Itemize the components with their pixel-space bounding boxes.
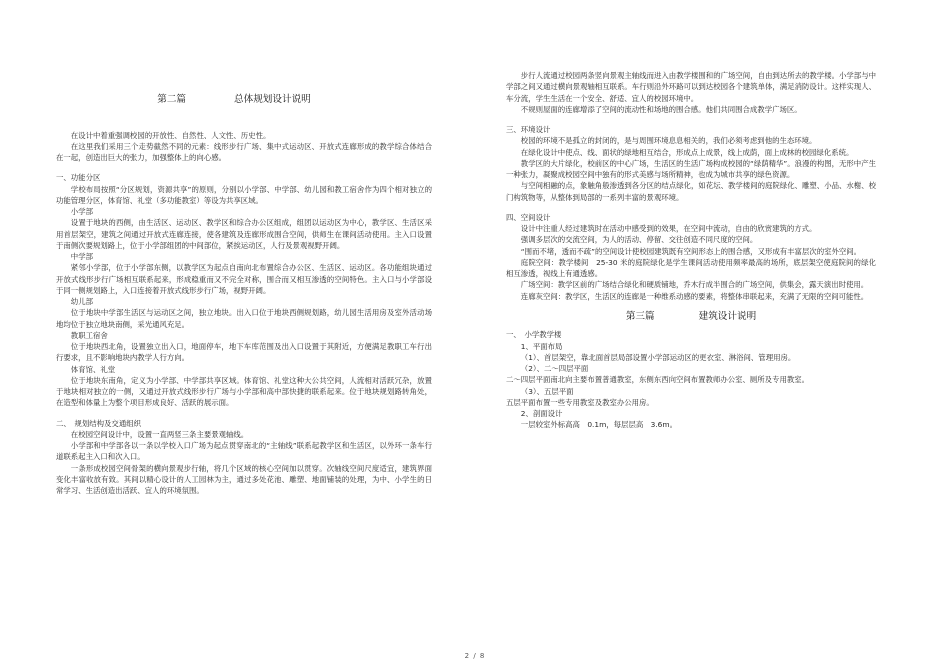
subheading-staff-dorm: 教职工宿舍 <box>70 330 108 340</box>
subheading-primary: 小学部 <box>70 207 93 217</box>
subheading-gym: 体育馆、礼堂 <box>70 364 116 374</box>
part2-title <box>56 93 432 108</box>
part3-number: 第三篇 <box>625 310 655 322</box>
right-column <box>506 0 876 431</box>
building-heading-primary: 一、 小学教学楼 <box>506 330 562 340</box>
part2-number: 第二篇 <box>157 94 187 105</box>
section-heading-structure: 二、 规划结构及交通组织 <box>56 418 141 428</box>
list-item: 二～四层平面南北向主要布置普通教室，东侧东西向空间布置教师办公室、厕所及专用教室。 <box>506 375 810 385</box>
intro-paragraph: 在这里我们采用三个走势截然不同的元素：线形步行广场、集中式运动区、开放式连廊形成的教学综合体结合在一起，创造出巨大的张力，加强整体上的向心感。 <box>56 141 432 163</box>
section-paragraph: “围而不堵，透而不疏”的空间设计使校园建筑既有空间形态上的围合感，又形成有丰富层次的室外空间。 <box>520 246 862 256</box>
list-item: （1）、首层架空，靠北面首层局部设置小学部运动区的更衣室、淋浴间、管理用房。 <box>520 352 796 362</box>
section-paragraph: 设计中注重人经过建筑时在活动中感受到的效果，在空间中流动，自由的欣赏建筑的方式。 <box>520 224 817 233</box>
list-item: 一层较室外标高高 0.1m，每层层高 3.6m。 <box>520 420 677 430</box>
subheading-middle: 中学部 <box>70 252 93 262</box>
section-paragraph: 在绿化设计中使点、线、面状的绿地相互结合，形成点上成景，线上成荫，面上成林的校园绿化系统。 <box>520 147 854 157</box>
part3-title <box>506 310 876 325</box>
section-heading-functional-zoning: 一、功能分区 <box>56 173 101 183</box>
section-paragraph: 紧邻小学部，位于小学部东侧，以教学区为起点自南向北布置综合办公区、生活区、运动区。各功能组块通过开放式线形步行广场相互联系起来，形成稳重而又不完全对称，围合而又相互渗透的空间特色。主入口与小学部设于同一侧规划路上，入口连接着开放式线形步行广场，视野开阔。 <box>56 263 432 295</box>
part3-name: 建筑设计说明 <box>698 310 757 322</box>
section-paragraph: 位于地块东南角，定义为小学部、中学部共享区域。体育馆、礼堂这种大公共空间，人流相对活跃冗杂，放置于地块相对独立的一侧，又通过开放式线形步行广场与小学部和高中部快捷的联系起来。位于地块规划路转角处，在造型和体量上为整个项目形成良好、活跃的展示面。 <box>56 375 432 408</box>
list-item: （2）、二～四层平面 <box>520 364 589 374</box>
section-paragraph: 在校园空间设计中，设置一直两竖三条主要景观轴线。 <box>70 429 249 439</box>
section-paragraph: 广场空间：教学区前的广场结合绿化和硬质铺地，乔木行成半围合的广场空间，供集会，露天演出时使用。 <box>520 280 869 290</box>
intro-paragraph: 在设计中着重强调校园的开放性、自然性、人文性、历史性。 <box>70 130 271 140</box>
section-paragraph: 不规则屋面的连廊增添了空间的流动性和场地的围合感。他们共同围合成教学广场区。 <box>520 104 802 114</box>
section-paragraph: 一条形成校园空间骨架的横向景观步行轴，将几个区域的核心空间加以贯穿。次轴线空间尺度适宜，建筑界面变化丰富收放有致。其间以精心设计的人工园林为主，通过多处花池、雕塑、地面铺装的处理，为中、小学生的日常学习、生活创造出活跃、宜人的环境氛围。 <box>56 463 432 496</box>
section-paragraph: 位于地块西北角，设置独立出入口，地面停车，地下车库范围及出入口设置于其附近，方便满足教职工车行出行要求，且不影响地块内教学人行方向。 <box>56 342 432 363</box>
list-item: （3）、五层平面 <box>520 386 574 396</box>
section-paragraph: 强调多层次的交流空间，为人的活动、停留、交往创造不同尺度的空间。 <box>520 235 758 245</box>
list-item: 2、剖面设计 <box>520 409 563 419</box>
section-paragraph: 位于地块中学部生活区与运动区之间，独立地块。出入口位于地块西侧规划路，幼儿园生活用房及室外活动场地均位于独立地块南侧，采光通风充足。 <box>56 308 432 329</box>
section-paragraph: 小学部和中学部各以一条以学校入口广场为起点贯穿南北的“主轴线”联系起教学区和生活区，以外环一条车行道联系起主入口和次入口。 <box>56 441 432 462</box>
part2-name: 总体规划设计说明 <box>234 94 311 105</box>
section-paragraph: 步行人流通过校园两条竖向景观主轴线而进入由教学楼围和的广场空间，自由到达所去的教学楼。小学部与中学部之间又通过横向景观轴相互联系。车行则沿外环路可以到达校园各个建筑单体，满足消防设计。这样实现人、车分流，学生生活在一个安全、舒适、宜人的校园环境中。 <box>506 71 876 103</box>
subheading-kindergarten: 幼儿部 <box>70 297 93 307</box>
section-paragraph: 与空间相融的点，象触角般渗透到各分区的结点绿化，如花坛、教学楼间的庭院绿化、雕塑、小品、水榭、校门构筑物等，从整体到局部的一系列丰富的景观环境。 <box>506 181 876 202</box>
section-heading-environment: 三、环境设计 <box>506 125 551 134</box>
section-heading-space: 四、空间设计 <box>506 212 551 222</box>
section-paragraph: 校园的环境不是孤立的封闭的，是与周围环境息息相关的，我们必须考虑到他的生态环境。 <box>520 136 817 146</box>
list-item: 五层平面布置一些专用教室及教室办公用房。 <box>506 397 654 407</box>
section-paragraph: 设置于地块的西侧，由生活区、运动区、教学区和综合办公区组成，组团以运动区为中心，教学区、生活区采用首层架空，建筑之间通过开放式连廊连接，使各建筑及连廊形成围合空间，供师生在课间活动使用。主入口设置于南侧次要规划路上，位于小学部组团的中间部位，紧挨运动区，人行及景观视野开阔。 <box>56 218 432 250</box>
list-item: 1、平面布局 <box>520 341 563 351</box>
section-paragraph: 学校布局按照“分区规划，资源共享”的原则，分别以小学部、中学部、幼儿园和教工宿舍作为四个相对独立的功能管理分区，体育馆、礼堂（多功能教室）等设为共享区域。 <box>56 184 432 205</box>
section-paragraph: 教学区的大片绿化，校前区的中心广场，生活区的生活广场构成校园的“绿荫精华”。浪漫的构图，无形中产生一种张力，凝聚成校园空间中独有的形式美感与场所精神，也成为城市共享的绿色资源。 <box>506 158 876 179</box>
page-number: 2 / 8 <box>464 652 486 660</box>
section-paragraph: 连廊灰空间：教学区，生活区的连廊是一种维系动感的要素，将整体串联起来，充满了无限的空间可能性。 <box>520 291 869 301</box>
left-column <box>56 0 432 496</box>
section-paragraph: 庭院空间：教学楼间 25-30 米的庭院绿化是学生课间活动使用频率最高的场所，底层架空使庭院间的绿化相互渗透，视线上有通透感。 <box>506 257 876 278</box>
